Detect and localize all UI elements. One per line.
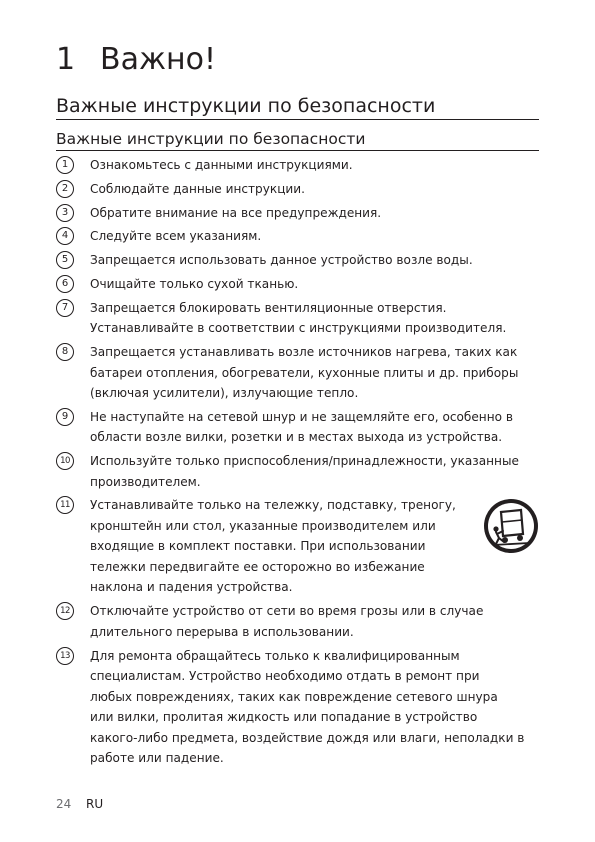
item-text: Запрещается использовать данное устройство возле воды. [90, 253, 473, 268]
item-number: 2 [56, 180, 74, 198]
list-item [56, 407, 540, 448]
subsection-title: Важные инструкции по безопасности [56, 129, 539, 151]
item-number: 12 [56, 602, 74, 620]
list-item [56, 495, 540, 598]
list-item [56, 274, 540, 295]
item-number: 8 [56, 343, 74, 361]
section-title: Важные инструкции по безопасности [56, 94, 539, 120]
list-item [56, 155, 540, 176]
item-text: Ознакомьтесь с данными инструкциями. [90, 158, 353, 172]
list-item [56, 342, 540, 404]
list-item [56, 250, 540, 271]
item-text: Обратите внимание на все предупреждения. [90, 205, 382, 220]
item-number: 10 [56, 452, 74, 470]
item-text: Следуйте всем указаниям. [90, 229, 262, 244]
item-number: 5 [56, 251, 74, 269]
item-text: Не наступайте на сетевой шнур и не защемляйте его, особенно в области возле вилки, розетки и в местах выхода из устройства. [90, 409, 513, 445]
chapter-number: 1 [56, 42, 76, 77]
page-number: 24 [56, 797, 72, 811]
chapter-title: Важно! [100, 42, 216, 77]
list-item [56, 179, 540, 200]
item-number: 13 [56, 647, 74, 665]
list-item [56, 298, 540, 339]
safety-instructions-list [56, 155, 540, 772]
chapter-heading [56, 42, 216, 78]
page-footer [56, 796, 103, 812]
list-item [56, 646, 540, 769]
item-text: Отключайте устройство от сети во время грозы или в случае длительного перерыва в использовании. [90, 604, 484, 639]
item-text: Устанавливайте только на тележку, подставку, треногу, кронштейн или стол, указанные производителем или входящие в комплект поставки. При использовании тележки передвигайте ее осторожно во избежание наклона и падения устройства. [90, 498, 456, 595]
item-number: 11 [56, 496, 74, 514]
item-text: Запрещается устанавливать возле источников нагрева, таких как батареи отопления, обогреватели, кухонные плиты и др. приборы (включая усилители), излучающие тепло. [90, 345, 519, 401]
language-code: RU [86, 797, 104, 811]
item-number: 1 [56, 156, 74, 174]
item-number: 3 [56, 204, 74, 222]
item-text: Соблюдайте данные инструкции. [90, 181, 305, 196]
item-number: 6 [56, 275, 74, 293]
cart-tip-over-warning-icon [483, 498, 539, 554]
list-item [56, 203, 540, 224]
list-item [56, 451, 540, 492]
item-text: Для ремонта обращайтесь только к квалифицированным специалистам. Устройство необходимо отдать в ремонт при любых повреждениях, таких как повреждение сетевого шнура или вилки, пролитая жидкость или попадание в устройство какого-либо предмета, воздействие дождя или влаги, неполадки в работе или падение. [90, 648, 525, 766]
item-number: 9 [56, 408, 74, 426]
list-item [56, 226, 540, 247]
item-text: Запрещается блокировать вентиляционные отверстия. Устанавливайте в соответствии с инструкциями производителя. [90, 300, 507, 336]
item-text: Очищайте только сухой тканью. [90, 276, 299, 291]
list-item [56, 601, 540, 642]
item-number: 4 [56, 227, 74, 245]
item-number: 7 [56, 299, 74, 317]
item-text: Используйте только приспособления/принадлежности, указанные производителем. [90, 454, 519, 489]
